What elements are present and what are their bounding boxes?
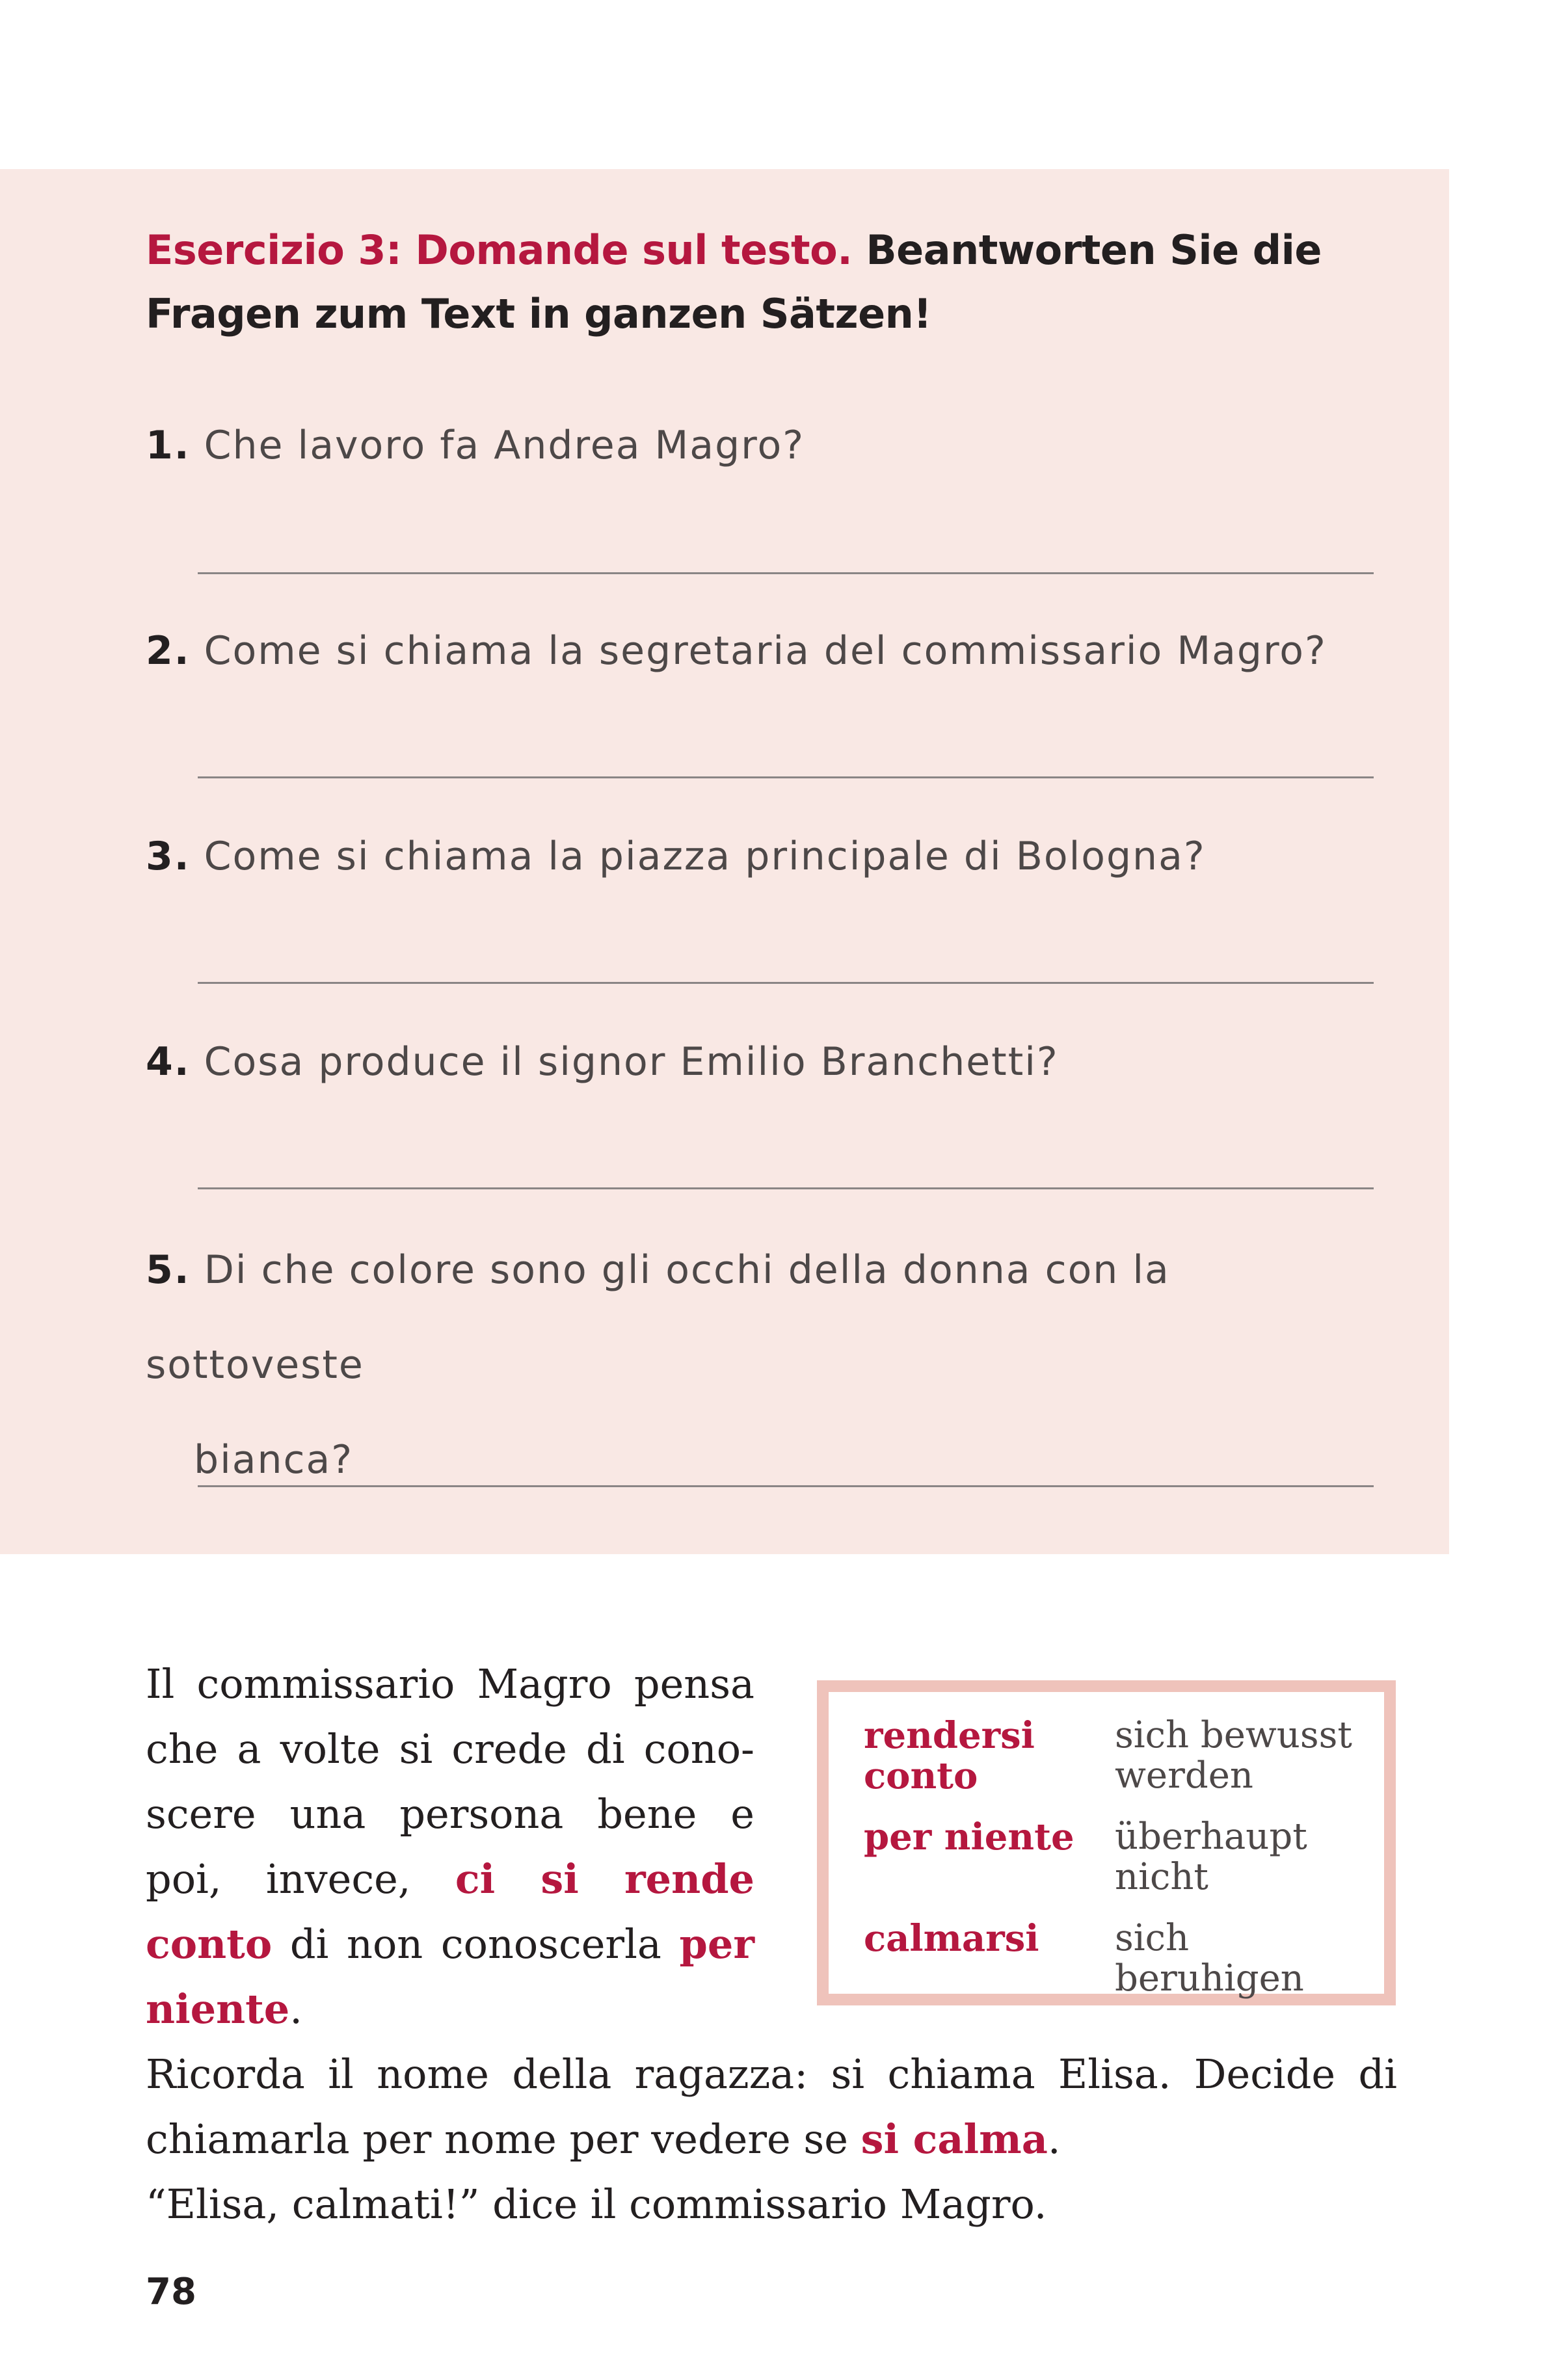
question-1 <box>146 423 805 468</box>
question-5 <box>146 1223 1381 1507</box>
story-text: . <box>289 1985 302 2033</box>
glossary-term: calmarsi <box>864 1917 1039 1960</box>
answer-line-5[interactable] <box>198 1485 1374 1487</box>
question-text: Cosa produce il signor Emilio Branchetti? <box>204 1039 1059 1085</box>
question-number: 1. <box>146 423 191 468</box>
answer-line-2[interactable] <box>198 776 1374 778</box>
answer-line-1[interactable] <box>198 572 1374 574</box>
answer-line-4[interactable] <box>198 1187 1374 1189</box>
question-text-continued: bianca? <box>194 1437 354 1483</box>
exercise-heading <box>146 218 1381 346</box>
vocab-highlight: si calma <box>861 2115 1048 2163</box>
story-text: . <box>1047 2115 1061 2163</box>
glossary-definition: überhaupt nicht <box>1115 1816 1307 1898</box>
story-text: Ricorda il nome della ragazza: si chiama Elisa. Decide di chiamarla per nome per vedere se <box>146 2050 1397 2163</box>
question-text: Come si chiama la piazza principale di Bologna? <box>204 834 1206 879</box>
glossary-term: rendersi conto <box>864 1714 1035 1797</box>
glossary-definition: sich beruhigen <box>1115 1917 1304 2000</box>
question-number: 2. <box>146 628 191 674</box>
question-number: 5. <box>146 1247 191 1293</box>
answer-line-3[interactable] <box>198 982 1374 984</box>
page-number: 78 <box>146 2271 196 2313</box>
question-4 <box>146 1039 1059 1085</box>
glossary-term: per niente <box>864 1816 1074 1858</box>
vocab-highlight: per niente <box>146 1920 754 2033</box>
glossary-box <box>817 1680 1396 2005</box>
question-3 <box>146 834 1206 879</box>
story-text: di non conoscerla <box>272 1920 680 1968</box>
question-text: Di che colore sono gli occhi della donna con la sottoveste <box>146 1247 1170 1388</box>
question-number: 3. <box>146 834 191 879</box>
question-text: Che lavoro fa Andrea Magro? <box>204 423 805 468</box>
story-paragraph-1 <box>146 1652 754 2042</box>
question-number: 4. <box>146 1039 191 1085</box>
story-paragraph-2 <box>146 2042 1397 2237</box>
question-text: Come si chiama la segretaria del commissario Magro? <box>204 628 1327 674</box>
question-2 <box>146 628 1327 674</box>
story-dialogue: “Elisa, calmati!” dice il commissario Magro. <box>146 2180 1047 2228</box>
glossary-definition: sich bewusst werden <box>1115 1714 1352 1797</box>
story-text: Il commissario Magro pensa che a volte si crede di conoscere una persona bene e poi, invece, <box>146 1660 754 1903</box>
exercise-title: Esercizio 3: Domande sul testo. <box>146 226 853 274</box>
story-line-group <box>146 2042 1397 2172</box>
vocab-highlight: ci si rende conto <box>146 1855 754 1968</box>
exercise-instruction: Beantworten Sie die Fragen zum Text in ganzen Sätzen! <box>146 226 1322 337</box>
